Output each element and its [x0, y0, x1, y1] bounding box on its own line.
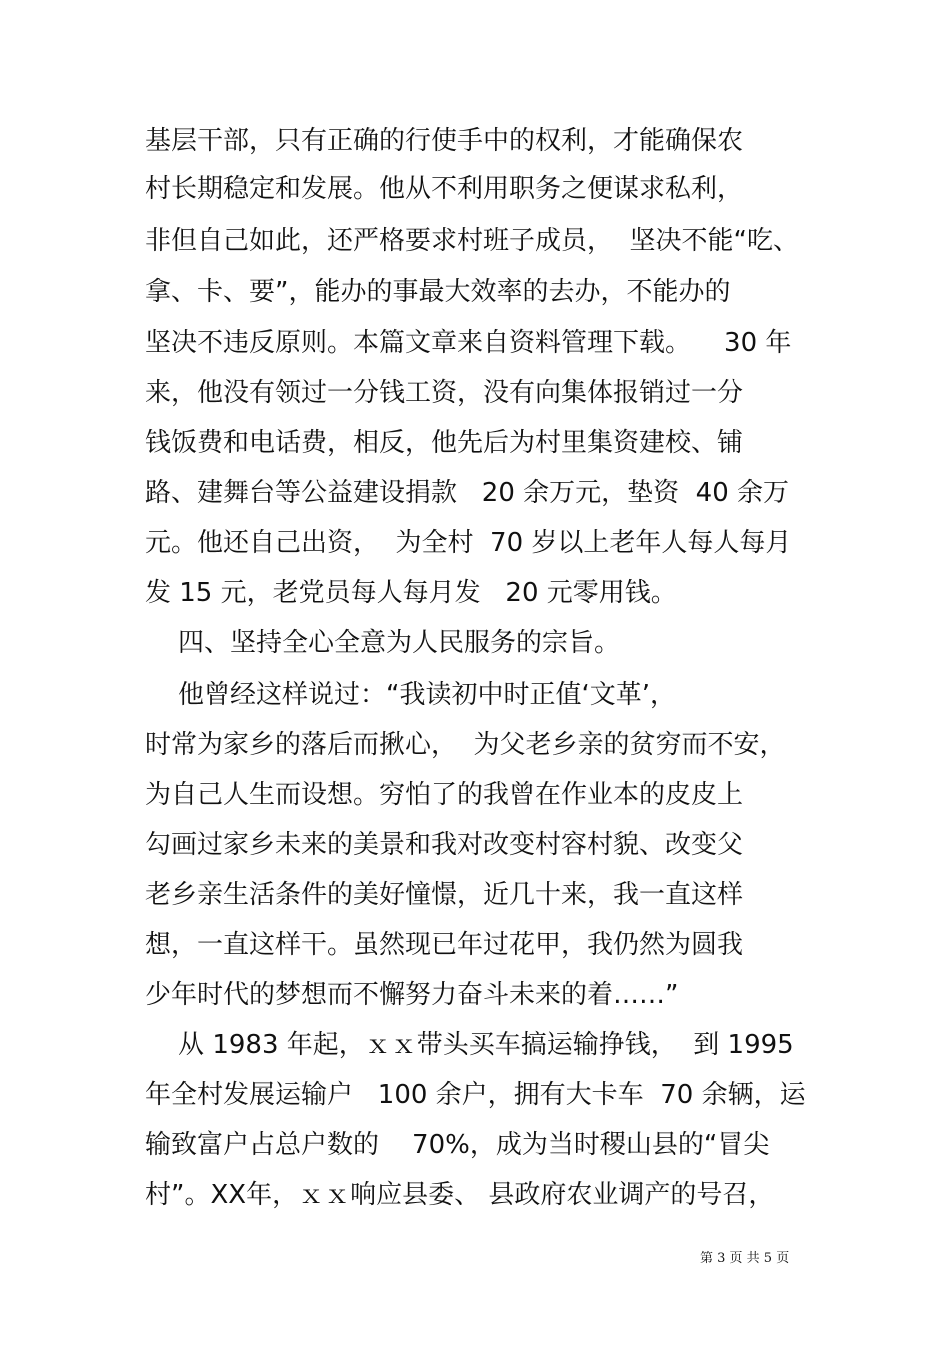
- text-line-20: 年全村发展运输户 100 余户，拥有大卡车 70 余辆，运: [145, 1080, 806, 1110]
- text-line-22: 村”。XX年，ｘｘ响应县委、 县政府农业调产的号召，: [145, 1180, 775, 1210]
- text-line-6: 来，他没有领过一分钱工资，没有向集体报销过一分: [145, 378, 744, 408]
- text-line-3: 非但自己如此，还严格要求村班子成员， 坚决不能“吃、: [145, 226, 799, 256]
- text-line-17: 想，一直这样干。虽然现已年过花甲，我仍然为圆我: [145, 930, 744, 960]
- text-line-7: 钱饭费和电话费，相反，他先后为村里集资建校、铺: [145, 428, 744, 458]
- text-line-18: 少年时代的梦想而不懈努力奋斗未来的着……”: [145, 980, 679, 1010]
- text-line-10: 发 15 元，老党员每人每月发 20 元零用钱。: [145, 578, 677, 608]
- text-line-11: 四、坚持全心全意为人民服务的宗旨。: [145, 628, 621, 658]
- text-line-14: 为自己人生而设想。穷怕了的我曾在作业本的皮皮上: [145, 780, 744, 810]
- text-line-16: 老乡亲生活条件的美好憧憬，近几十来，我一直这样: [145, 880, 744, 910]
- text-line-4: 拿、卡、要”，能办的事最大效率的去办，不能办的: [145, 277, 731, 307]
- text-line-2: 村长期稳定和发展。他从不利用职务之便谋求私利，: [145, 174, 744, 204]
- text-line-19: 从 1983 年起，ｘｘ带头买车搞运输挣钱， 到 1995: [145, 1030, 794, 1060]
- text-line-9: 元。他还自己出资， 为全村 70 岁以上老年人每人每月: [145, 528, 792, 558]
- text-line-8: 路、建舞台等公益建设捐款 20 余万元，垫资 40 余万: [145, 478, 790, 508]
- text-line-5: 坚决不违反原则。本篇文章来自资料管理下载。 30 年: [145, 328, 792, 358]
- text-line-1: 基层干部，只有正确的行使手中的权利，才能确保农: [145, 126, 744, 156]
- text-line-21: 输致富户占总户数的 70%，成为当时稷山县的“冒尖: [145, 1130, 770, 1160]
- text-line-15: 勾画过家乡未来的美景和我对改变村容村貌、改变父: [145, 830, 744, 860]
- text-line-12: 他曾经这样说过：“我读初中时正值‘文革’，: [145, 680, 677, 710]
- text-line-13: 时常为家乡的落后而揪心， 为父老乡亲的贫穷而不安，: [145, 730, 786, 760]
- page-number-footer: 第 3 页 共 5 页: [700, 1251, 790, 1266]
